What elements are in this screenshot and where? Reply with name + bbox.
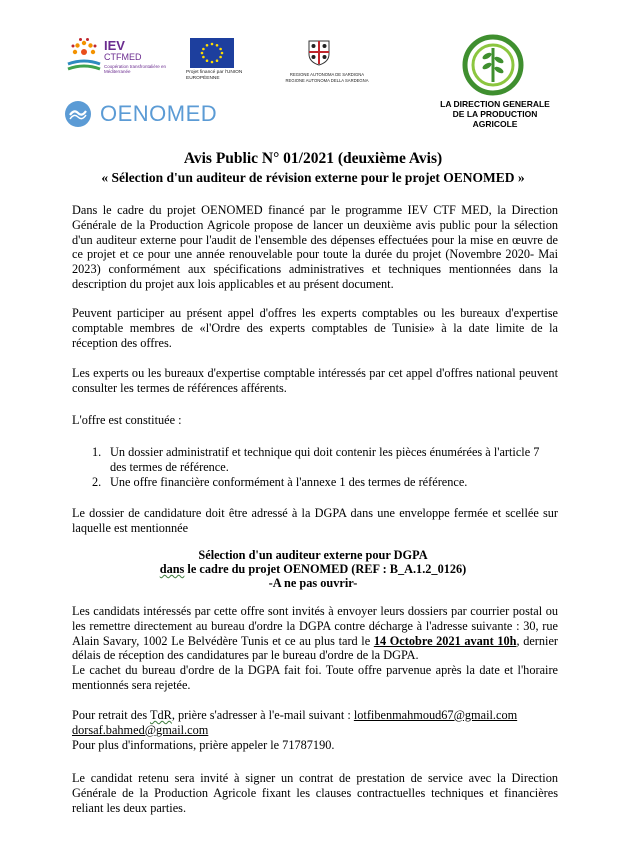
iev-logo-sub: CTFMED xyxy=(104,52,142,62)
consultation-paragraph: Les experts ou les bureaux d'expertise comptable intéressés par cet appel d'offres national peuvent consulter les termes de références afférents. xyxy=(72,366,558,395)
tdr-text: Pour retrait des xyxy=(72,708,150,722)
envelope-line-2 xyxy=(0,562,626,577)
tdr-text-2: , prière s'adresser à l'e-mail suivant : xyxy=(171,708,354,722)
envelope-line-1: Sélection d'un auditeur externe pour DGPA xyxy=(198,548,428,562)
eligibility-paragraph: Peuvent participer au présent appel d'offres les experts comptables ou les bureaux d'expertise comptable membres de «l'Ordre des experts comptables de Tunisie» à la date limite de la réception des offres. xyxy=(72,306,558,350)
delivery-paragraph xyxy=(72,604,558,693)
iev-logo-tagline: Coopération transfrontalière en Méditerranée xyxy=(104,64,167,74)
list-item: Une offre financière conformément à l'annexe 1 des termes de référence. xyxy=(110,475,468,489)
phone-text: Pour plus d'informations, prière appeler le 71787190. xyxy=(72,737,335,752)
iev-sun-icon xyxy=(66,36,102,76)
sardinia-caption: REGIONE AUTONOMA DE SARDIGNA REGIONE AUTONOMA DELLA SARDEGNA xyxy=(285,72,369,83)
page-title: Avis Public N° 01/2021 (deuxième Avis) xyxy=(183,150,443,167)
eu-caption: Projet financé par l'UNION EUROPÉENNE xyxy=(186,70,243,81)
deadline-date: 14 Octobre 2021 avant 10h xyxy=(373,633,517,648)
dgpa-caption xyxy=(430,99,560,129)
iev-ctfmed-logo xyxy=(66,36,176,84)
offer-intro: L'offre est constituée : xyxy=(72,413,182,427)
dgpa-caption-line1: LA DIRECTION GENERALE xyxy=(440,99,550,109)
stamp-text: Le cachet du bureau d'ordre de la DGPA fait foi. Toute offre parvenue après la date et l'horaire mentionnés sera rejetée. xyxy=(72,663,558,692)
submission-paragraph: Le dossier de candidature doit être adressé à la DGPA dans une enveloppe fermée et scellée sur laquelle est mentionnée xyxy=(72,506,558,535)
oenomed-logo-text: OENOMED xyxy=(100,101,218,126)
dgpa-caption-line2: DE LA PRODUCTION AGRICOLE xyxy=(452,109,538,129)
iev-logo-name: IEV xyxy=(104,38,125,53)
page-subtitle: « Sélection d'un auditeur de révision externe pour le projet OENOMED » xyxy=(101,170,525,185)
intro-paragraph: Dans le cadre du projet OENOMED financé par le programme IEV CTF MED, la Direction Générale de la Production Agricole propose de lancer un deuxième avis public pour la sélection d'un auditeur externe pour l'audit de l'ensemble des dépenses effectuées pour la mise en œuvre de ce projet et ce pour une année renouvelable pour toute la durée du projet (Novembre 2020- Mai 2023) conformément aux spécifications administratives et techniques mentionnées dans la description du projet aux lois applicables et au présent document. xyxy=(72,203,558,291)
email-link-1[interactable]: lotfibenmahmoud67@gmail.com xyxy=(353,708,518,722)
list-item: Un dossier administratif et technique qui doit contenir les pièces énumérées à l'article 7 des termes de référence. xyxy=(110,445,540,474)
tdr-abbrev: TdR xyxy=(149,708,172,722)
email-link-2[interactable]: dorsaf.bahmed@gmail.com xyxy=(72,722,209,737)
contact-paragraph xyxy=(72,708,558,752)
delivery-text-end: , dernier délais de réception des candidatures par le bureau d'ordre de la DGPA. xyxy=(72,633,559,663)
dgpa-logo-icon xyxy=(462,34,524,96)
oenomed-logo-icon xyxy=(64,100,92,128)
envelope-line-3: -A ne pas ouvrir- xyxy=(268,576,358,590)
delivery-text: Les candidats intéressés par cette offre sont invités à envoyer leurs dossiers par courrier postal ou les remettre directement au bureau d'ordre la DGPA contre décharge à l'adresse suivante : 30, rue Alain Savary, 1002 Le Belvédère Tunis et ce au plus tard le xyxy=(72,604,558,648)
list-item-number: 1. xyxy=(92,445,102,459)
list-item-number: 2. xyxy=(92,475,102,489)
sardinia-coat-of-arms-icon xyxy=(308,40,330,66)
contract-paragraph: Le candidat retenu sera invité à signer un contrat de prestation de service avec la Direction Générale de la Production Agricole fixant les clauses contractuelles techniques et financières reliant les deux parties. xyxy=(72,771,558,815)
envelope-line-2-rest: le cadre du projet OENOMED (REF : B_A.1.2_0126) xyxy=(184,562,467,576)
envelope-line-2-dans: dans xyxy=(159,562,185,576)
eu-flag-icon xyxy=(190,38,234,68)
